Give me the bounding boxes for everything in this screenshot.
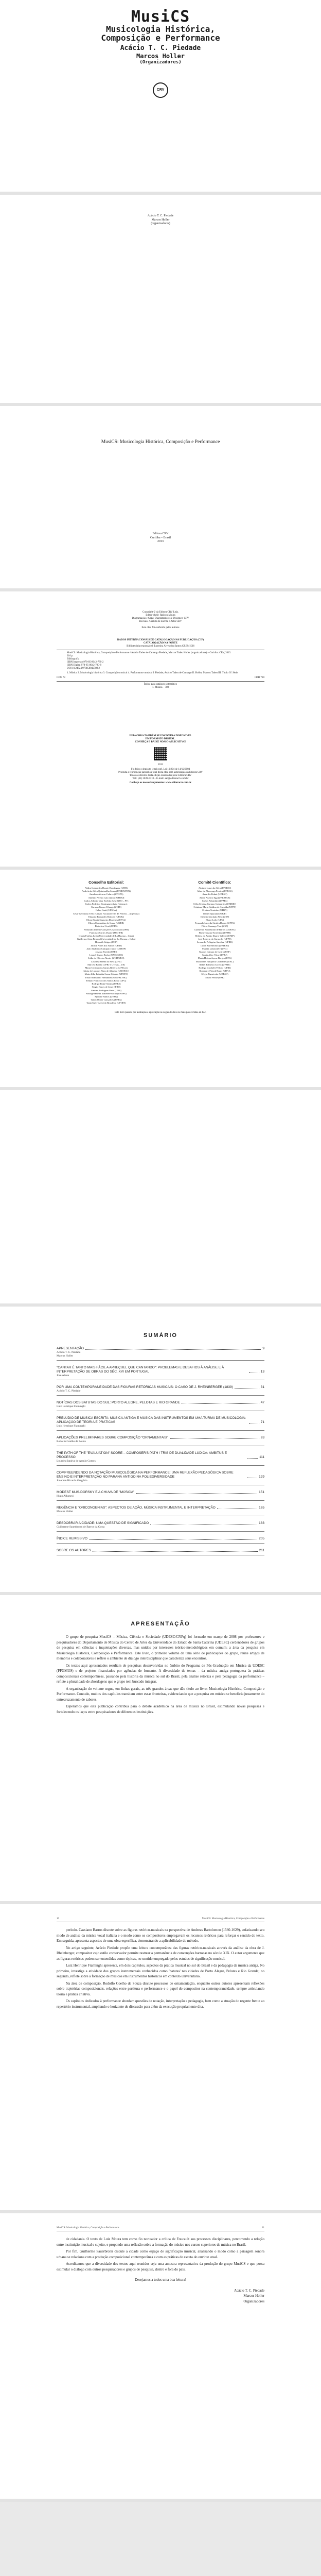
council-member: Maria Lília Imbiriba Sousa Colares (UFOPA) xyxy=(84,973,128,976)
council-member: Maria Alice Volpe (UFRJ) xyxy=(202,954,227,957)
toc-line xyxy=(57,1401,264,1405)
title-page-publisher: Editora CRV xyxy=(152,532,169,535)
toc-line xyxy=(57,1385,264,1389)
toc-entry[interactable] xyxy=(57,1436,264,1446)
council-member: Élsio José Corá (UFFS) xyxy=(95,925,118,928)
running-header-3 xyxy=(57,2227,264,2230)
review-credit: Revisão: Analista de Escrita e Artes CRV xyxy=(139,620,182,623)
council-member: Maria Helena Jayme Borges (UFG) xyxy=(198,957,232,960)
catalog-rule-bottom xyxy=(57,681,264,682)
toc-heading: SUMÁRIO xyxy=(144,1332,177,1338)
council-member: Renato Francisco dos Santos Paula (UFG) xyxy=(86,979,127,982)
editor: Editor-chefe: Railson Moura xyxy=(146,614,175,617)
council-member: Rosemary Fritsch Brum (UFPel) xyxy=(199,970,230,973)
council-member: Carlos Palombini (UFMG) xyxy=(202,899,228,902)
councils-columns xyxy=(57,880,264,1005)
council-member: Carmen Tereza Velanga (UNIR) xyxy=(91,906,122,909)
council-member: Eduardo Fernandes Barbosa (UFMG) xyxy=(88,915,124,918)
presentation-body-3 xyxy=(57,2236,264,2272)
toc-rule xyxy=(57,1543,264,1544)
council-member: Antônio Pereira Gaio Júnior (UFRRJ) xyxy=(88,896,124,899)
cover-subtitle-2: Composição e Performance xyxy=(101,33,220,43)
council-member: Marília Laboissière (UFG) xyxy=(202,947,228,950)
council-member: Aldira Guimarães Duarte Domínguez (UNB) xyxy=(85,887,128,889)
title-page-title: MusiCS: Musicologia Histórica, Composição e Performance xyxy=(101,439,220,445)
council-member: Cesar Gerónimo Tello (Univer. Nacional Três de Febrero – Argentina) xyxy=(73,912,139,915)
toc-line xyxy=(57,1537,264,1541)
rights-notice: Foi feito o depósito legal conf. Lei 10.994 de 14/12/2004 Proibida a reprodução parcial ou total desta obra sem autorização da Editora CRV Todos os direitos desta edição reservados pela: Editora CRV Tel.: (41) 3039-6418 – E-mail: sac@editoracrv.com.br xyxy=(118,768,203,780)
paragraph: Esperamos que esta publicação contribua para o debate acadêmico na área de música no Brasil, estimulando novas pesquisas e fortalecendo os laços entre pesquisadores de diferentes instituições. xyxy=(57,1704,264,1714)
site-link[interactable]: Conheça os nossos lançamentos: www.editoracrv.com.br xyxy=(129,782,192,784)
toc-entry[interactable] xyxy=(57,1490,264,1501)
toc-title: "CANTAR É TANTO MAIS FÁCIL A APREÇUEL QUE CANTANDO": PROBLEMAS E DESAFIOS À ANÁLISE E À INTERPRETAÇÃO DE OBRAS DO SÉC. XVI EM PORTUGAL xyxy=(57,1366,224,1374)
catalog-entry: MusiCS: Musicologia Histórica, Composição e Performance / Acácio Tadeu de Camargo Piedade, Marcos Tadeu Holler (organizadores) – Curitiba: CRV, 2013. xyxy=(67,652,231,654)
council-member: Gloria Fariñas León (Universidade de La Havana – Cuba) xyxy=(79,935,134,938)
cover-author-1: Acácio T. C. Piedade xyxy=(120,44,201,52)
toc-title: SOBRE OS AUTORES xyxy=(57,1549,91,1552)
toc-entry[interactable] xyxy=(57,1521,264,1532)
council-member: Maria Inês Junqueira Guimarães (UEL) xyxy=(196,960,234,963)
council-member: Tadeu Oliver Gonçalves (UFPA) xyxy=(91,998,122,1002)
toc-title: COMPREENDENDO DA NOTAÇÃO MUSICOLÓGICA NA PERFORMANCE: UMA REFLEXÃO PEDAGÓGICA SOBRE ENSINO E INTERPRETAÇÃO NO PARANÁ ANTIGO NA POLIEDIVERSIDADE xyxy=(57,1471,234,1479)
cover-title-block xyxy=(0,9,321,65)
presentation-body xyxy=(57,1634,264,1715)
council-member: Marcelo Paixão (UFRJ e UTexas – US) xyxy=(87,963,125,966)
toc-page: 47 xyxy=(260,1401,264,1404)
toc-line xyxy=(57,1436,264,1440)
toc-line xyxy=(57,1549,264,1553)
toc-title: REGÊNCIA E "ORICONGENIAS": ASPECTOS DE AÇÃO, MÚSICA INSTRUMENTAL E INTERPRETAÇÃO xyxy=(57,1506,216,1510)
paragraph: período. Cassiano Barros discute sobre as figuras retórico-musicais na perspectiva de Andreas Bartolomeo (1560-1629), enfatizando seu modo de análise da música vocal italiana e o modo como os compositores empregavam os recursos retóricos para reforçar o sentido do texto. Em seguida, apresenta aspectos de uma obra específica, demonstrando a aplicabilidade do método. xyxy=(57,1928,264,1943)
toc-entry[interactable] xyxy=(57,1506,264,1516)
catalog-heading: DADOS INTERNACIONAIS DE CATALOGAÇÃO NA PUBLICAÇÃO (CIP) CATALOGAÇÃO NA FONTE xyxy=(117,639,204,645)
toc-author: Luiz Henrique Fiaminghi xyxy=(57,1425,85,1428)
subjects: 1. Música 2. Musicologia histórica 3. Composição musical 4. Performance musical I. Piedade, Acácio Tadeu de Camargo II. Holler, Marcos Tadeu III. Título IV. Série xyxy=(67,672,238,674)
toc-title: ÍNDICE REMISSIVO xyxy=(57,1537,87,1540)
council-member: Paulo Romualdo Hernandes (UNIFAL-MG) xyxy=(85,976,128,979)
council-member: Lucia Barrenechea (UNIRIO) xyxy=(201,944,229,947)
toc-author: Luiz Henrique Fiaminghi xyxy=(57,1405,85,1408)
toc-line xyxy=(57,1521,264,1526)
toc-entry[interactable] xyxy=(57,1471,264,1485)
toc-author: Guilherme Sauerbronn de Barros da Costa xyxy=(57,1526,105,1529)
council-member: Francisco Carlos Duarte (PUC-PR) xyxy=(90,931,123,934)
council-member: Adriana Lopes da Silva (UNIRIO) xyxy=(198,887,231,889)
council-member: André Acastro Egg (UNESPAR) xyxy=(199,896,230,899)
toc-rule xyxy=(57,1430,264,1431)
toc-line xyxy=(57,1451,264,1460)
toc-entry[interactable] xyxy=(57,1347,264,1361)
toc-list xyxy=(57,1347,264,1555)
toc-title: THE PATH OF THE "EVALUATION" SCORE – COMPOSER'S PATH / TRIS DE DUALIDADE LÚDICA: AMBITUS E PROCESSO xyxy=(57,1451,227,1459)
toc-entry[interactable] xyxy=(57,1401,264,1411)
presentation-page-3 xyxy=(0,2213,321,2502)
toc-line xyxy=(57,1347,264,1351)
toc-leader xyxy=(93,1551,258,1552)
toc-page: 111 xyxy=(259,1455,264,1459)
toc-line xyxy=(57,1506,264,1510)
toc-entry[interactable] xyxy=(57,1385,264,1396)
toc-rule xyxy=(57,1500,264,1501)
catalog-bibliography: Bibliografia xyxy=(67,658,80,660)
toc-author: Acácio T. C. Piedade xyxy=(57,1389,81,1393)
digital-notice: ESTA OBRA TAMBÉM SE ENCONTRA DISPONÍVEL EM FORMATO DIGITAL. CONHEÇA E BAIXE NOSSO APLICATIVO! xyxy=(129,735,192,743)
scientific-committee-heading: Comitê Científico: xyxy=(198,880,231,885)
scientific-committee xyxy=(165,880,264,1005)
council-member: Célia Cristina Caetano Guimarães (UNIRIO) xyxy=(193,903,236,906)
council-member: Jailson Alves dos Santos (UFRJ) xyxy=(91,944,122,947)
classification-row xyxy=(57,676,264,680)
toc-page: 71 xyxy=(260,1420,264,1424)
conferido-note: Esta obra foi conferida pelos autores xyxy=(141,626,180,629)
toc-line xyxy=(57,1416,264,1425)
paragraph: Luiz Henrique Fiaminghi apresenta, em dois capítulos, aspectos da prática musical no sul do Brasil e da pedagogia da música antiga. No primeiro, investiga a atividade dos grupos instrumentais conhecidos como 'batutas' nas cidades de Porto Alegre, Pelotas e Rio Grande; no segundo, reflete sobre a formação de músicos em instrumentos históricos em contexto universitário. xyxy=(57,1963,264,1978)
cover-title: MusiCS xyxy=(131,8,190,26)
halftitle-authors: Acácio T. C. Piedade Marcos Holler (organizadores) xyxy=(147,214,174,225)
toc-page: 129 xyxy=(259,1475,264,1479)
council-member: Rodrigo Cicchelli Velloso (UFRJ) xyxy=(199,967,231,970)
council-member: Carlos Federico Dominguez Avila (Unieuro) xyxy=(85,903,128,906)
closing-line: Desejamos a todos uma boa leitura! xyxy=(134,2278,187,2282)
cover-page xyxy=(0,0,321,195)
isbn-digital: ISBN Digital 978-85-8042-790-8 xyxy=(67,664,101,667)
toc-title: POR UMA CONTEMPORANEIDADE DAS FIGURAS RETÓRICAS MUSICAIS: O CASO DE J. RHEINBERGER (1839) xyxy=(57,1385,233,1389)
toc-entry[interactable] xyxy=(57,1366,264,1380)
toc-leader xyxy=(89,1539,257,1540)
toc-title: PRELÚDIO DE MÚSICA ESCRITA: MÚSICA ANTIGA E MÚSICA DAS INSTRUMENTOS EM UMA TURMA DE MUSICOLOGIA: APLICAÇÃO DE TEORIA E PRÁTICAS xyxy=(57,1416,246,1424)
title-page-place: Curitiba – Brasil xyxy=(150,536,171,539)
toc-title: NOTÍCIAS DOS BATUTAS DO SUL: PORTO ALEGRE, PELOTAS E RIO GRANDE xyxy=(57,1401,180,1404)
council-member: Heloísa de Araújo Duarte Valente (UNIP) xyxy=(195,935,235,938)
toc-entry[interactable] xyxy=(57,1549,264,1555)
editorial-council xyxy=(57,880,156,1005)
council-member: Lídia de Oliveira Xavier (UNIEURO) xyxy=(88,957,124,960)
paragraph: A organização do volume segue, em linhas gerais, as três grandes áreas que dão título ao livro: Musicologia Histórica, Composição e Performance. Contudo, muitos dos capítulos transitam entre essas fronteiras, evidenciando que a pesquisa em música se beneficia justamente do entrecruzamento de saberes. xyxy=(57,1686,264,1702)
council-member: Celso Conti (UFSCar) xyxy=(95,909,117,912)
paragraph: Os capítulos dedicados à performance abordam questões de notação, interpretação e pedagogia, bem como a atuação do regente frente ao repertório instrumental, ampliando o horizonte de discussão para além da execução propriamente dita. xyxy=(57,1999,264,2009)
council-member: Maria de Lourdes Pinto de Almeida (UNOESC) xyxy=(83,970,129,973)
toc-rule xyxy=(57,1395,264,1396)
toc-title: DESDOBRAR A CIDADE: UMA QUESTÃO DE SIGNIFICADO xyxy=(57,1521,149,1525)
catalog-pages: 216 p. xyxy=(67,655,74,657)
cover-role: (Organizadores) xyxy=(139,60,182,65)
toc-rule xyxy=(57,1360,264,1361)
diagram-credit: Diagramação e Capa: Diagramadores e Designers CRV xyxy=(132,617,189,620)
toc-entry[interactable] xyxy=(57,1451,264,1466)
council-member: Simone Rodrigues Pinto (UNB) xyxy=(91,989,121,992)
toc-title: APLICAÇÕES PRELIMINARES SOBRE COMPOSIÇÃO "ORNAMENTAIS" xyxy=(57,1436,168,1439)
toc-title: MODEST MUS-DORSKY E A CHUVA DE "MÚSICA" xyxy=(57,1490,135,1494)
presentation-page xyxy=(0,1595,321,1904)
council-member: Amarilis Rebuá (UDESC) xyxy=(202,893,227,896)
toc-leader xyxy=(170,1438,259,1439)
page-number-3: 11 xyxy=(262,2227,264,2229)
councils-page xyxy=(0,870,321,1090)
council-member: Leonardo Pellegrim Sanchez (UFRR) xyxy=(197,941,233,944)
toc-page: 93 xyxy=(260,1436,264,1439)
signature-3: Organizadores xyxy=(243,2299,264,2303)
scientific-committee-list xyxy=(165,887,264,979)
toc-page: 165 xyxy=(259,1506,264,1510)
toc-line xyxy=(57,1471,264,1479)
council-member: Flávia Camargo Toni (USP) xyxy=(201,925,228,928)
council-member: Sérgio Figueiredo (UDESC) xyxy=(201,973,228,976)
toc-entry[interactable] xyxy=(57,1537,264,1544)
toc-page: 151 xyxy=(259,1490,264,1494)
cover-subtitle-1: Musicologia Histórica, xyxy=(106,24,215,34)
running-header xyxy=(57,1918,264,1921)
paragraph: Os textos aqui apresentados resultam de pesquisas desenvolvidas no âmbito do Programa de Pós-Graduação em Música da UDESC (PPGMUS) e de projetos financiados por agências de fomento. A diversidade de temas – da música antiga portuguesa às práticas composicionais contemporâneas, passando pela história da música no sul do Brasil, pela análise retórica e pela pedagogia da performance – reflete a pluralidade de abordagens que o grupo tem buscado integrar. xyxy=(57,1663,264,1684)
peer-review-note: Este livro passou por avaliação e aprovação às cegas de dois ou mais pareceristas ad hoc. xyxy=(114,1011,207,1014)
toc-page: 183 xyxy=(259,1521,264,1525)
council-member: Anselmo Alencar Colares (UFOPA) xyxy=(89,893,123,896)
council-member: Harue Tanaka-Sorrentino (UFPB) xyxy=(199,931,231,934)
council-member: Guillermo Arias Beatón (Universidade de La Havana – Cuba) xyxy=(77,938,136,941)
toc-leader xyxy=(249,1372,259,1373)
blank-page xyxy=(0,1090,321,1307)
council-member: Helmuth Krüger (UCP) xyxy=(95,941,118,944)
toc-title: APRESENTAÇÃO xyxy=(57,1347,84,1350)
toc-author: Marcos Holler xyxy=(57,1510,73,1513)
toc-rule xyxy=(57,1465,264,1466)
cdu: CDU 78 xyxy=(57,676,65,679)
council-member: Fernando Lacerda Simões Duarte (UFPA) xyxy=(194,922,235,925)
trailing-area xyxy=(0,2502,321,2576)
council-member: Silvio Ferraz (USP) xyxy=(205,976,224,979)
council-member: Solange Helena Ximenes-Rocha (UFOPA) xyxy=(86,992,127,995)
paragraph: Na área de composição, Rodolfo Coelho de Souza discute processos de ornamentação, enquanto outros autores apresentam reflexões sobre trajetórias composicionais, relações entre partitura e performance e o papel do compositor na contemporaneidade, sempre articulando teoria e prática criativa. xyxy=(57,1981,264,1996)
toc-author: Acácio T. C. Piedade Marcos Holler xyxy=(57,1351,81,1358)
council-member: Leonel Severo Rocha (UNISINOS) xyxy=(89,954,123,957)
toc-line xyxy=(57,1366,264,1374)
council-member: Aline de Alvarenga Pereira (UFRGS) xyxy=(197,890,233,893)
council-member: Lourdes Helena da Silva (UFV) xyxy=(91,960,121,963)
council-member: Guilherme Sauerbronn de Barros (UDESC) xyxy=(194,928,236,931)
isbn-print: ISBN Impresso 978-85-8042-789-2 xyxy=(67,661,104,664)
toc-author: Lourdes Saraiva de Araújo Gomes xyxy=(57,1460,96,1463)
cdd: CDD 780 xyxy=(254,676,264,679)
credits-year: 2013 xyxy=(158,764,163,766)
toc-page xyxy=(0,1307,321,1595)
toc-line xyxy=(57,1490,264,1495)
running-title-3: MusiCS: Musicologia Histórica, Composição e Performance xyxy=(57,2227,119,2229)
toc-author: José Abreu xyxy=(57,1374,69,1377)
paragraph: No artigo seguinte, Acácio Piedade propõe uma leitura contemporânea das figuras retórico-musicais através da análise da obra de J. Rheinberger, compositor cujo estilo conservador permite rastrear a permanência de convenções barrocas no século XIX. O autor argumenta que as figuras retóricas podem ser entendidas como tópicas, no sentido empregado pelos estudos de significação musical. xyxy=(57,1945,264,1961)
toc-page: 211 xyxy=(259,1549,264,1552)
toc-leader xyxy=(247,1458,258,1459)
toc-leader xyxy=(85,1349,261,1350)
council-member: Cristiane Maria Galdino de Almeida (UFPE) xyxy=(193,906,236,909)
presentation-page-2 xyxy=(0,1904,321,2213)
toc-author: Hugo Albanesi xyxy=(57,1495,74,1498)
editorial-council-list xyxy=(57,887,156,1005)
presentation-body-2 xyxy=(57,1927,264,2009)
paragraph: Acreditamos que a diversidade dos textos aqui reunidos seja uma amostra representativa da produção do grupo MusiCS e que possa estimular o diálogo com outros pesquisadores e grupos de pesquisa, dentro e fora do país. xyxy=(57,2262,264,2272)
page-number: 10 xyxy=(57,1918,59,1920)
editorial-council-heading: Conselho Editorial: xyxy=(88,880,124,885)
council-member: Daniel Quaranta (UFJF) xyxy=(203,912,226,915)
council-member: Elizeu Clementino de Souza (UNEB) xyxy=(88,922,124,925)
index-entry: 1. Música – 780 xyxy=(152,686,169,689)
council-member: Cristina Tourinho (UFBA) xyxy=(202,909,227,912)
toc-author: Jonathan Ricardo Gregório xyxy=(57,1479,87,1482)
toc-leader xyxy=(136,1493,257,1494)
index-heading: Índice para catálogo sistemático xyxy=(144,683,177,686)
doi: DOI 10.24824/978858042789.2 xyxy=(67,667,100,670)
title-page xyxy=(0,406,321,591)
toc-page: 31 xyxy=(260,1385,264,1389)
toc-page: 205 xyxy=(259,1537,264,1540)
paragraph: O grupo de pesquisa MusiCS – Música, Ciência e Sociedade (UDESC/CNPq) foi formado em março de 2008 por professores e pesquisadores do Departamento de Música do Centro de Artes da Universidade do Estado de Santa Catarina (UDESC) cerdenadores de grupos de pesquisa em ciências e inquietações diversas, mas unidos por interesses teórico-metodológicos em comum: a área da pesquisa em Musicologia Histórica, Composição e Performance. Este livro, o primeiro volume de uma série de publicações do grupo, reúne artigos de membros e colaboradores e reflete o ambiente de diálogo interdisciplinar que caracteriza seus encontros. xyxy=(57,1635,264,1660)
cover-author-2: Marcos Holler xyxy=(136,53,185,60)
toc-entry[interactable] xyxy=(57,1416,264,1431)
toc-page: 9 xyxy=(262,1347,264,1350)
running-title: MusiCS: Musicologia Histórica, Composição e Performance xyxy=(202,1918,264,1920)
halftitle-page xyxy=(0,195,321,406)
toc-rule xyxy=(57,1531,264,1532)
council-member: Elione Maria Nogueira Diogenes (UFAL) xyxy=(86,919,126,922)
council-member: Fernando Antônio Gonçalves Alcoforado (IPB) xyxy=(83,928,129,931)
council-member: Rodrigo Pratte-Santos (UFES) xyxy=(92,982,121,986)
paragraph: de cidadania. O texto de Luiz Moura tem como fio norteador a crítica de Foucault aos processos disciplinares, percorrendo a relação entre instituição musical e sujeito, e propondo uma reflexão sobre a formação do músico nos cursos superiores de música no Brasil. xyxy=(57,2237,264,2247)
council-member: Rafael Palmeira Corrêa (UFMT) xyxy=(199,963,230,966)
toc-page: 13 xyxy=(260,1370,264,1374)
council-member: Diósnio Machado Neto (USP) xyxy=(200,915,229,918)
council-member: Andréia da Silva Quintanilha Sousa (UNIR/UFRN) xyxy=(82,890,131,893)
crv-logo: CRV xyxy=(153,82,168,98)
credits-page xyxy=(0,591,321,870)
presentation-heading: APRESENTAÇÃO xyxy=(131,1621,190,1627)
council-member: Eliane Leão (UFG) xyxy=(205,919,224,922)
copyright: Copyright © da Editora CRV Ltda. xyxy=(142,611,179,614)
council-member: Sérgio Nunes de Jesus (IFRO) xyxy=(92,986,121,989)
council-member: José Roberto do Carmo Jr. (UFPR) xyxy=(198,938,231,941)
council-member: João Adalberto Campato Junior (UNESP) xyxy=(86,947,126,950)
council-member: Marcos Câmara de Castro (USP) xyxy=(199,951,230,954)
signature-1: Acácio T. C. Piedade xyxy=(234,2288,264,2293)
title-page-year: 2013 xyxy=(157,540,164,543)
toc-leader xyxy=(182,1403,259,1404)
catalog-sub: Bibliotecária responsável: Luzenira Alves dos Santos CRB9/1506 xyxy=(127,645,194,648)
council-member: Sydione Santos (UEPG) xyxy=(95,995,118,998)
toc-author: Rodolfo Coelho de Souza xyxy=(57,1440,86,1443)
council-member: Maria Cristina dos Santos Bezerra (UFSCar) xyxy=(85,967,128,970)
council-member: Carlos Alberto Vilar Estêvão (UMINHO – PT) xyxy=(84,899,129,902)
signature-2: Marcos Holler xyxy=(243,2294,264,2298)
qr-code-icon[interactable] xyxy=(154,747,167,760)
council-member: Josania Portela (UFPI) xyxy=(95,951,117,954)
council-member: Tania Suely Azevedo Brasileiro (UFOPA) xyxy=(86,1002,127,1005)
paragraph: Por fim, Guilherme Sauerbronn discute a cidade como espaço de significação musical, analisando o modo como a paisagem sonora urbana se relaciona com a produção composicional contemporânea e com as práticas de escuta do ouvinte atual. xyxy=(57,2249,264,2259)
